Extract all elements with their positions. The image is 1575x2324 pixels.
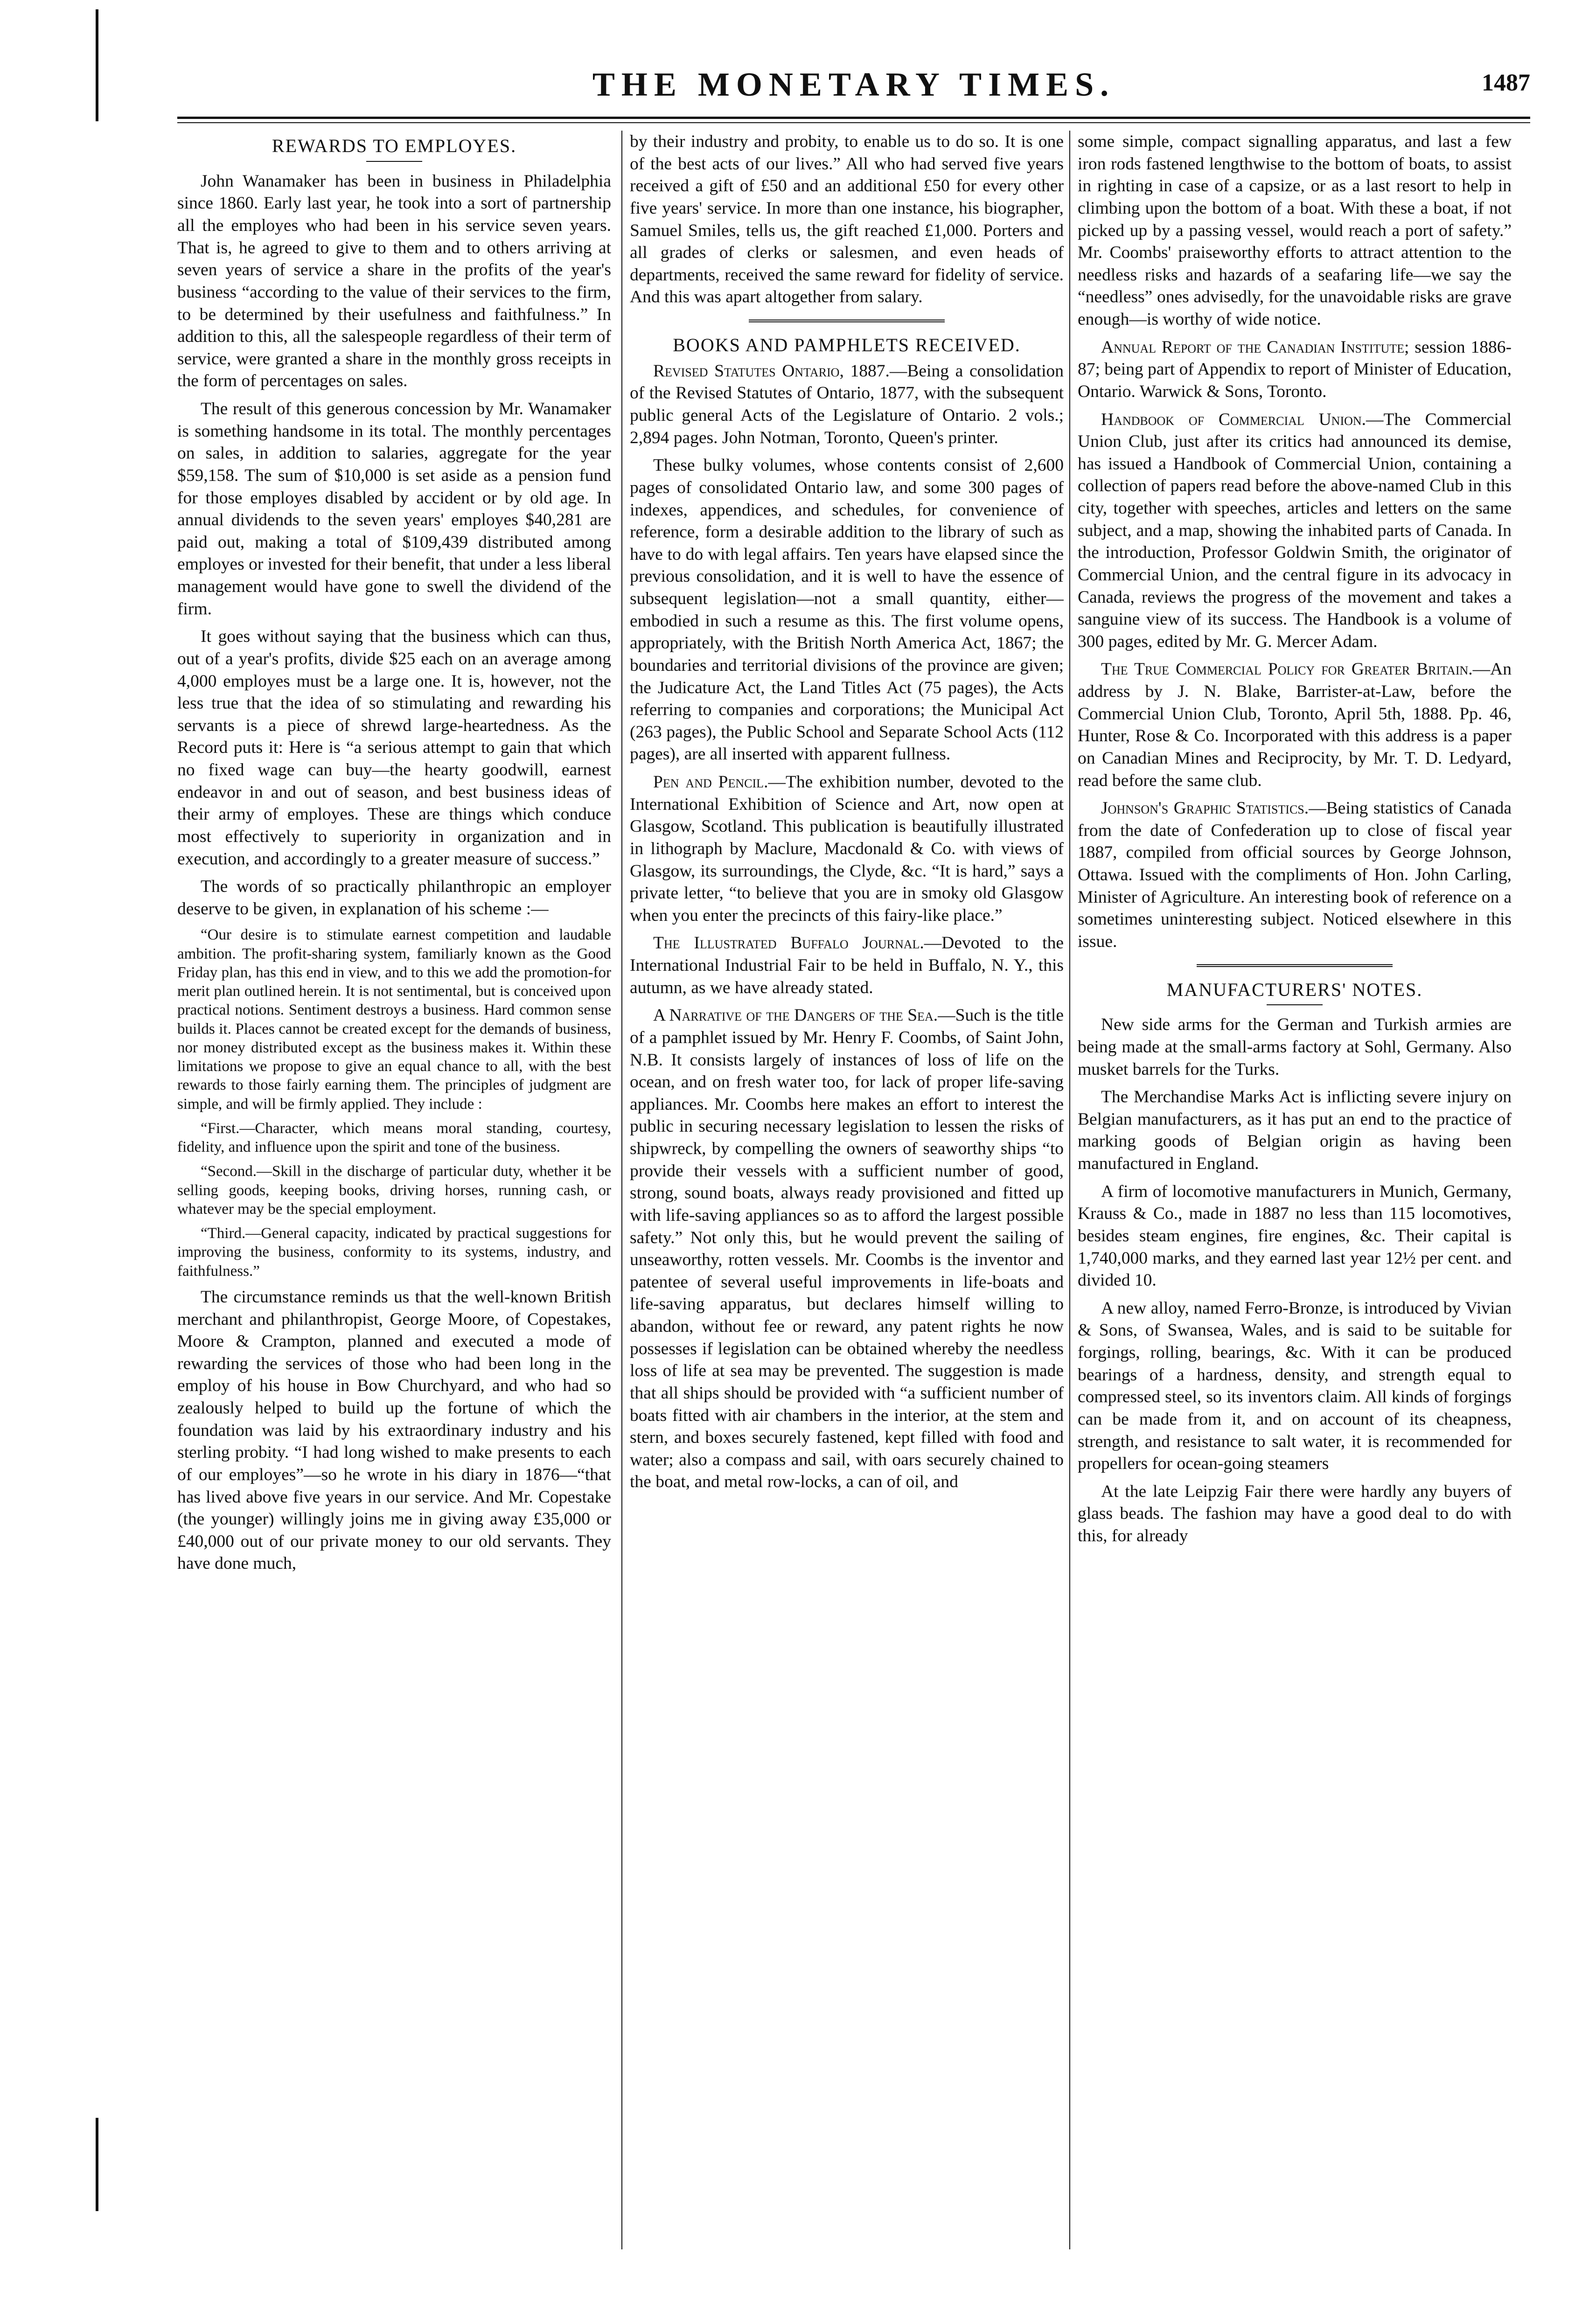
quoted-paragraph: “First.—Character, which means moral standing, courtesy, fidelity, and influence upon the spirit and tone of the business. — [177, 1120, 611, 1156]
entry-heading: The True Commercial Policy for Greater Britain. — [1101, 660, 1473, 679]
entry-text: session 1886-87; being part of Appendix to report of Minister of Education, Ontario. Warwick & Sons, Toronto. — [1078, 337, 1512, 401]
column-3 — [1078, 131, 1512, 2249]
entry-text: —The Commercial Union Club, just after its critics had announced its demise, has issued a Handbook of Commercial Union, containing a collection of papers read before the above-named Club in this city, together with speeches, articles and letters on the same subject, and a map, showing the inhabited parts of Canada. In the introduction, Professor Goldwin Smith, the originator of Commercial Union, and the central figure in its advocacy in Canada, reviews the progress of the movement and takes a sanguine view of its success. The Handbook is a volume of 300 pages, edited by Mr. G. Mercer Adam. — [1078, 410, 1512, 651]
paragraph-continued: some simple, compact signalling apparatus, and last a few iron rods fastened lengthwise to the bottom of boats, to assist in righting in case of a capsize, or as a last resort to help in climbing upon the bottom of a boat. With these a boat, if not picked up by a passing vessel, would reach a port of safety.” Mr. Coombs' praiseworthy efforts to attract attention to the needless risks and hazards of a seafaring life—we say the “needless” ones advisedly, for the unavoidable risks are grave enough—is worthy of wide notice. — [1078, 132, 1512, 329]
binding-edge-mark — [96, 2118, 98, 2211]
article-title-books: BOOKS AND PAMPHLETS RECEIVED. — [673, 334, 1021, 355]
page-number: 1487 — [1482, 70, 1530, 96]
paragraph: The circumstance reminds us that the well-known British merchant and philanthropist, George Moore, of Copestakes, Moore & Crampton, planned and executed a mode of rewarding the services of those who had been long in the employ of his house in Bow Churchyard, and who had so zealously helped to build up the fortune of which the foundation was laid by his extraordinary industry and his sterling probity. “I had long wished to make presents to each of our employes”—so he wrote in his diary in 1876—“that has lived above five years in our service. And Mr. Copestake (the younger) willingly joins me in giving away £35,000 or £40,000 out of our private money to our old servants. They have done much, — [177, 1287, 611, 1573]
entry-text: —An address by J. N. Blake, Barrister-at-Law, before the Commercial Union Club, Toronto, April 5th, 1888. Pp. 46, Hunter, Rose & Co. Incorporated with this address is a paper on Canadian Mines and Reciprocity, by Mr. T. D. Ledyard, read before the same club. — [1078, 660, 1512, 790]
paragraph: These bulky volumes, whose contents consist of 2,600 pages of consolidated Ontario law, and some 300 pages of indexes, appendices, and schedules, for convenience of reference, form a desirable addition to the library of such as have to do with legal affairs. Ten years have elapsed since the previous consolidation, and it is well to have the essence of subsequent legislation—not a small quantity, either—embodied in such a resume as this. The first volume opens, appropriately, with the British North America Act, 1867; the boundaries and territorial divisions of the province are given; the Judicature Act, the Land Titles Act (75 pages), the Acts referring to companies and corporations; the Municipal Act (263 pages), the Public School and Separate School Acts (112 pages), are all inserted with apparent fullness. — [630, 456, 1064, 764]
entry-text: —Being a consolidation of the Revised Statutes of Ontario, 1877, with the subsequent public general Acts of the Legislature of Ontario. 2 vols.; 2,894 pages. John Notman, Toronto, Queen's printer. — [630, 361, 1064, 447]
book-entry — [1078, 336, 1512, 403]
entry-heading: The Illustrated Buffalo Journal. — [653, 933, 924, 953]
book-entry — [630, 932, 1064, 999]
paragraph: New side arms for the German and Turkish armies are being made at the small-arms factory at Sohl, Germany. Also musket barrels for the Turks. — [1078, 1015, 1512, 1079]
entry-heading: Johnson's Graphic Statistics. — [1101, 799, 1309, 818]
entry-heading: Handbook of Commercial Union. — [1101, 410, 1366, 429]
entry-heading: Pen and Pencil. — [653, 772, 768, 792]
entry-text: —The exhibition number, devoted to the International Exhibition of Science and Art, now open at Glasgow, Scotland. This publication is beautifully illustrated in lithograph by Maclure, Macdonald & Co. with views of Glasgow, its surroundings, the Clyde, &c. “It is hard,” says a private letter, “to believe that you are in smoky old Glasgow when you enter the precincts of this fairy-like place.” — [630, 772, 1064, 925]
section-separator — [749, 320, 945, 322]
column-divider — [621, 131, 622, 2249]
column-2 — [630, 131, 1064, 2249]
paragraph: The Merchandise Marks Act is inflicting severe injury on Belgian manufacturers, as it has put an end to the practice of marking goods of Belgian origin as having been manufactured in England. — [1078, 1087, 1512, 1174]
book-entry — [630, 360, 1064, 449]
paragraph: The words of so practically philanthropic an employer deserve to be given, in explanation of his scheme :— — [177, 877, 611, 918]
book-entry — [630, 1004, 1064, 1493]
section-separator — [1197, 964, 1393, 967]
paragraph: A firm of locomotive manufacturers in Munich, Germany, Krauss & Co., made in 1887 no less than 115 locomotives, besides steam engines, fire engines, &c. Their capital is 1,740,000 marks, and they earned last year 12½ per cent. and divided 10. — [1078, 1182, 1512, 1290]
article-title-rewards: REWARDS TO EMPLOYES. — [272, 135, 517, 156]
paragraph: The result of this generous concession by Mr. Wanamaker is something handsome in its total. The monthly percentages on sales, in addition to salaries, aggregate for the year $59,158. The sum of $10,000 is set aside as a pension fund for those employes disabled by accident or by old age. In annual dividends to the seven years' employes $40,281 are paid out, making a total of $109,439 distributed among employes or invested for their benefit, that under a less liberal management would have gone to swell the dividend of the firm. — [177, 399, 611, 619]
entry-text: —Being statistics of Canada from the date of Confederation up to close of fiscal year 1887, compiled from official sources by George Johnson, Ottawa. Issued with the compliments of Hon. John Carling, Minister of Agriculture. An interesting book of reference on a sometimes uninteresting subject. Noticed elsewhere in this issue. — [1078, 799, 1512, 951]
paragraph: John Wanamaker has been in business in Philadelphia since 1860. Early last year, he took into a sort of partnership all the employes who had been in his service seven years. That is, he agreed to give to them and to others arriving at seven years of service a share in the profits of the year's business “according to the value of their services to the firm, to be determined by their usefulness and faithfulness.” In addition to this, all the salespeople regardless of their term of service, were granted a share in the monthly gross receipts in the form of percentages on sales. — [177, 171, 611, 391]
binding-edge-mark — [96, 9, 98, 121]
paragraph: At the late Leipzig Fair there were hardly any buyers of glass beads. The fashion may have a good deal to do with this, for already — [1078, 1482, 1512, 1546]
paragraph: A new alloy, named Ferro-Bronze, is introduced by Vivian & Sons, of Swansea, Wales, and is said to be suitable for forgings, rolling, bearings, &c. With it can be produced bearings of a hardness, density, and strength equal to compressed steel, so its inventors claim. All kinds of forgings can be made from it, and on account of its cheapness, strength, and resistance to salt water, it is recommended for propellers for ocean-going steamers — [1078, 1298, 1512, 1474]
quoted-paragraph: “Our desire is to stimulate earnest competition and laudable ambition. The profit-sharing system, familiarly known as the Good Friday plan, has this end in view, and to this we add the promotion-for merit plan outlined herein. It is not sentimental, but is conceived upon practical notions. Sentiment destroys a business. Hard common sense builds it. Places cannot be created except for the demands of business, nor money distributed except as the business makes it. Within these limitations we propose to give an equal chance to all, with the best rewards to those fairly earning them. The principles of judgment are simple, and will be firmly applied. They include : — [177, 926, 611, 1113]
quoted-paragraph: “Third.—General capacity, indicated by practical suggestions for improving the business, conformity to its systems, industry, and faithfulness.” — [177, 1225, 611, 1280]
header-rule — [177, 117, 1530, 119]
entry-heading: Revised Statutes Ontario, 1887. — [653, 361, 890, 381]
column-1 — [177, 131, 611, 2249]
entry-heading: Annual Report of the Canadian Institute; — [1101, 337, 1409, 357]
page-header — [177, 65, 1530, 121]
book-entry — [630, 771, 1064, 926]
paragraph: It goes without saying that the business which can thus, out of a year's profits, divide $25 each on an average among 4,000 employes must be a large one. It is, however, not the less true that the idea of so stimulating and rewarding his servants is a piece of shrewd large-heartedness. As the Record puts it: Here is “a serious attempt to gain that which no fixed wage can buy—the hearty goodwill, earnest endeavor in and out of season, and best business ideas of their army of employes. These are things which conduce most effectively to superiority in organization and in execution, and accordingly to a greater measure of success.” — [177, 627, 611, 869]
entry-heading: A Narrative of the Dangers of the Sea. — [653, 1006, 938, 1025]
masthead: THE MONETARY TIMES. — [592, 66, 1115, 103]
entry-text: —Devoted to the International Industrial Fair to be held in Buffalo, N. Y., this autumn, as we have already stated. — [630, 933, 1064, 997]
book-entry — [1078, 797, 1512, 953]
paragraph-continued: by their industry and probity, to enable us to do so. It is one of the best acts of our lives.” All who had served five years received a gift of £50 and an additional £50 for every other five years' service. In more than one instance, his biographer, Samuel Smiles, tells us, the gift reached £1,000. Porters and all grades of clerks or salesmen, and even heads of departments, received the same reward for fidelity of service. And this was apart altogether from salary. — [630, 132, 1064, 307]
title-rule — [1267, 1004, 1323, 1005]
title-rule — [366, 161, 422, 162]
book-entry — [1078, 409, 1512, 653]
article-title-manufacturers: MANUFACTURERS' NOTES. — [1166, 979, 1423, 1000]
book-entry — [1078, 658, 1512, 792]
column-divider — [1069, 131, 1070, 2249]
quoted-paragraph: “Second.—Skill in the discharge of particular duty, whether it be selling goods, keeping books, driving horses, running cash, or whatever may be the special employment. — [177, 1163, 611, 1218]
header-rule-thin — [177, 122, 1530, 123]
entry-text: —Such is the title of a pamphlet issued by Mr. Henry F. Coombs, of Saint John, N.B. It consists largely of instances of loss of life on the ocean, and on fresh water too, for lack of proper life-saving appliances. Mr. Coombs here makes an effort to interest the public in securing necessary legislation to lessen the risks of shipwreck, by compelling the owners of seaworthy ships “to provide their vessels with a sufficient number of good, strong, sound boats, always ready provisioned and fitted up with life-saving appliances so as to afford the largest possible safety.” Not only this, but he would prevent the sailing of unseaworthy, rotten vessels. Mr. Coombs is the inventor and patentee of several useful improvements in life-boats and life-saving apparatus, but declares himself willing to abandon, without fee or reward, any patent rights he now possesses if legislation can be obtained whereby the needless loss of life at sea may be prevented. The suggestion is made that all ships should be provided with “a sufficient number of boats fitted with air chambers in the interior, at the stem and stern, and boxes securely fastened, kept filled with food and water; also a compass and sail, with oars securely chained to the boat, and metal row-locks, a can of oil, and — [630, 1006, 1064, 1492]
